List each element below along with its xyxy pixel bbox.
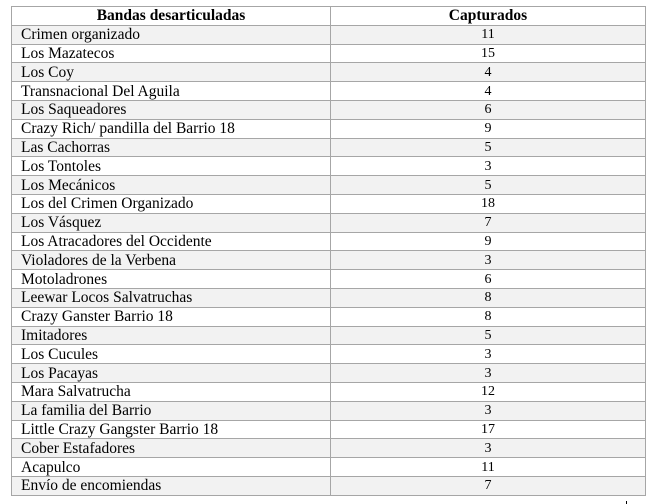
table-row	[12, 288, 646, 307]
table-row	[12, 476, 646, 495]
captured-count-cell: 7	[331, 476, 646, 495]
table-row	[12, 25, 646, 44]
table-row	[12, 82, 646, 101]
captured-count-cell: 18	[331, 194, 646, 213]
gangs-table	[11, 6, 646, 496]
captured-count-cell: 15	[331, 44, 646, 63]
gang-name-cell: Los Mazatecos	[12, 44, 331, 63]
table-row	[12, 100, 646, 119]
table-row	[12, 232, 646, 251]
gang-name-cell: Los del Crimen Organizado	[12, 194, 331, 213]
table-row	[12, 251, 646, 270]
captured-count-cell: 6	[331, 100, 646, 119]
captured-count-cell: 9	[331, 119, 646, 138]
captured-count-cell: 3	[331, 251, 646, 270]
table-row	[12, 307, 646, 326]
gang-name-cell: Little Crazy Gangster Barrio 18	[12, 420, 331, 439]
captured-count-cell: 3	[331, 157, 646, 176]
gang-name-cell: Las Cachorras	[12, 138, 331, 157]
table-row	[12, 44, 646, 63]
captured-count-cell: 4	[331, 63, 646, 82]
column-header-captured: Capturados	[331, 7, 646, 26]
table-row	[12, 157, 646, 176]
captured-count-cell: 3	[331, 439, 646, 458]
table-row	[12, 439, 646, 458]
gang-name-cell: Acapulco	[12, 458, 331, 477]
table-row	[12, 63, 646, 82]
captured-count-cell: 4	[331, 82, 646, 101]
gang-name-cell: Leewar Locos Salvatruchas	[12, 288, 331, 307]
captured-count-cell: 5	[331, 138, 646, 157]
gang-name-cell: Envío de encomiendas	[12, 476, 331, 495]
captured-count-cell: 11	[331, 458, 646, 477]
captured-count-cell: 8	[331, 288, 646, 307]
table-row	[12, 382, 646, 401]
gang-name-cell: Los Atracadores del Occidente	[12, 232, 331, 251]
gang-name-cell: Los Saqueadores	[12, 100, 331, 119]
gang-name-cell: Cober Estafadores	[12, 439, 331, 458]
captured-count-cell: 7	[331, 213, 646, 232]
gang-name-cell: Imitadores	[12, 326, 331, 345]
captured-count-cell: 12	[331, 382, 646, 401]
table-row	[12, 364, 646, 383]
gang-name-cell: Los Pacayas	[12, 364, 331, 383]
captured-count-cell: 5	[331, 326, 646, 345]
table-row	[12, 138, 646, 157]
gang-name-cell: Los Mecánicos	[12, 176, 331, 195]
table-row	[12, 345, 646, 364]
gang-name-cell: Los Coy	[12, 63, 331, 82]
gang-name-cell: Los Tontoles	[12, 157, 331, 176]
captured-count-cell: 3	[331, 345, 646, 364]
captured-count-cell: 5	[331, 176, 646, 195]
table-row	[12, 401, 646, 420]
column-header-gangs: Bandas desarticuladas	[12, 7, 331, 26]
captured-count-cell: 6	[331, 270, 646, 289]
table-row	[12, 194, 646, 213]
captured-count-cell: 3	[331, 364, 646, 383]
captured-count-cell: 8	[331, 307, 646, 326]
gang-name-cell: Transnacional Del Aguila	[12, 82, 331, 101]
gang-name-cell: Mara Salvatrucha	[12, 382, 331, 401]
gang-name-cell: Los Cucules	[12, 345, 331, 364]
table-row	[12, 270, 646, 289]
captured-count-cell: 9	[331, 232, 646, 251]
table-row	[12, 326, 646, 345]
table-row	[12, 213, 646, 232]
header-row	[12, 7, 646, 26]
gang-name-cell: Los Vásquez	[12, 213, 331, 232]
table-row	[12, 420, 646, 439]
captured-count-cell: 17	[331, 420, 646, 439]
gang-name-cell: Motoladrones	[12, 270, 331, 289]
table-body	[12, 25, 646, 495]
gang-name-cell: Crazy Rich/ pandilla del Barrio 18	[12, 119, 331, 138]
captured-count-cell: 11	[331, 25, 646, 44]
table-row	[12, 119, 646, 138]
gang-name-cell: La familia del Barrio	[12, 401, 331, 420]
captured-count-cell: 3	[331, 401, 646, 420]
table-row	[12, 176, 646, 195]
gang-name-cell: Crimen organizado	[12, 25, 331, 44]
table-row	[12, 458, 646, 477]
gang-name-cell: Crazy Ganster Barrio 18	[12, 307, 331, 326]
gang-name-cell: Violadores de la Verbena	[12, 251, 331, 270]
